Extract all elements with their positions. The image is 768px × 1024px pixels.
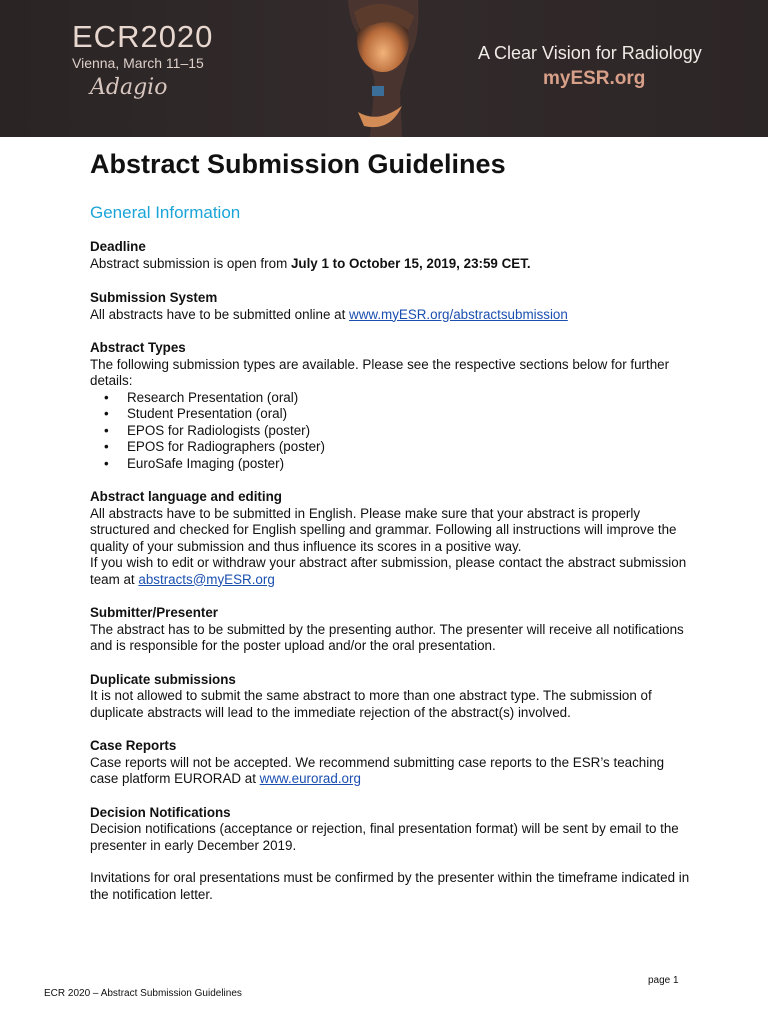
duplicate-block	[90, 672, 690, 722]
list-item: • EPOS for Radiographers (poster)	[127, 439, 690, 456]
language-text-1: All abstracts have to be submitted in English. Please make sure that your abstract is properly structured and checked for English spelling and grammar. Following all instructions will improve the quality of your submission and thus influence its scores in a positive way.	[90, 505, 677, 554]
list-item: • EuroSafe Imaging (poster)	[127, 456, 690, 473]
cube-icon	[372, 86, 384, 96]
language-block	[90, 489, 690, 588]
list-item: • EPOS for Radiologists (poster)	[127, 423, 690, 440]
section-title: General Information	[90, 203, 241, 222]
email-link[interactable]: abstracts@myESR.org	[138, 571, 275, 587]
deadline-text: Abstract submission is open from	[90, 255, 291, 271]
duplicate-text: It is not allowed to submit the same abstract to more than one abstract type. The submission of duplicate abstracts will lead to the immediate rejection of the abstract(s) involved.	[90, 688, 652, 720]
document-body	[90, 146, 690, 903]
presenter-block	[90, 605, 690, 655]
site-link[interactable]: myESR.org	[543, 68, 646, 89]
hero-illustration	[330, 0, 440, 137]
page-number: page 1	[648, 975, 679, 986]
presenter-heading: Submitter/Presenter	[90, 605, 218, 620]
abstract-types-text: The following submission types are available. Please see the respective sections below for further details:	[90, 356, 670, 388]
deadline-heading: Deadline	[90, 239, 146, 254]
logo-location-dates: Vienna, March 11–15	[72, 55, 204, 71]
case-reports-text: Case reports will not be accepted. We recommend submitting case reports to the ESR’s teaching case platform EURORAD at	[90, 754, 665, 786]
decision-block	[90, 805, 690, 904]
language-text-2: If you wish to edit or withdraw your abstract after submission, please contact the abstract submission team at	[90, 555, 687, 587]
abstract-types-heading: Abstract Types	[90, 340, 186, 355]
duplicate-heading: Duplicate submissions	[90, 671, 236, 687]
deadline-block	[90, 239, 690, 272]
submission-link[interactable]: www.myESR.org/abstractsubmission	[349, 306, 568, 322]
case-reports-heading: Case Reports	[90, 738, 177, 753]
submission-system-block	[90, 290, 690, 323]
submission-system-text: All abstracts have to be submitted online at	[90, 306, 350, 322]
page-title: Abstract Submission Guidelines	[90, 149, 506, 179]
logo-year: 2020	[140, 19, 214, 54]
list-item: • Research Presentation (oral)	[127, 390, 690, 407]
eurorad-link[interactable]: www.eurorad.org	[259, 771, 361, 786]
decision-heading: Decision Notifications	[90, 804, 231, 820]
decision-text-1: Decision notifications (acceptance or rejection, final presentation format) will be sent by email to the presenter in early December 2019.	[90, 821, 679, 853]
submission-system-heading: Submission System	[90, 290, 218, 305]
logo-theme: Adagio	[90, 75, 168, 100]
ecr-logo	[72, 20, 213, 100]
header-banner	[0, 0, 768, 137]
language-heading: Abstract language and editing	[90, 489, 282, 504]
decision-text-2: Invitations for oral presentations must be confirmed by the presenter within the timeframe indicated in the notification letter.	[90, 870, 690, 902]
list-item: • Student Presentation (oral)	[127, 406, 690, 423]
abstract-types-list	[90, 390, 690, 473]
logo-prefix: ECR	[72, 19, 141, 54]
abstract-types-block	[90, 340, 690, 472]
deadline-dates: July 1 to October 15, 2019, 23:59 CET.	[290, 255, 531, 271]
presenter-text: The abstract has to be submitted by the presenting author. The presenter will receive all notifications and is responsible for the poster upload and/or the oral presentation.	[90, 621, 684, 653]
footer-title: ECR 2020 – Abstract Submission Guidelines	[44, 988, 242, 999]
slogan: A Clear Vision for Radiology	[478, 43, 702, 63]
case-reports-block	[90, 738, 690, 788]
